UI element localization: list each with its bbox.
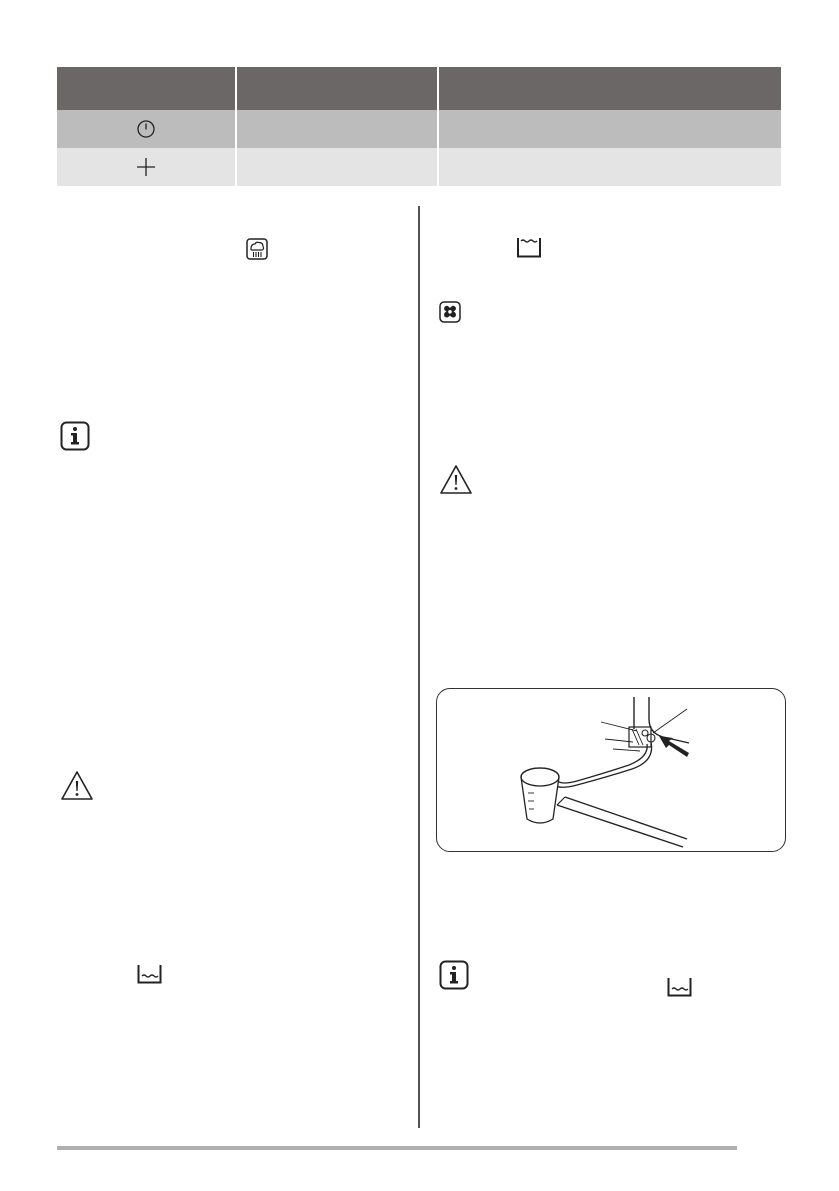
header-cell bbox=[237, 67, 439, 110]
info-icon bbox=[60, 421, 90, 451]
table-cell bbox=[237, 110, 439, 148]
header-cell bbox=[439, 67, 781, 110]
plus-icon bbox=[136, 157, 156, 177]
table-cell bbox=[439, 148, 781, 186]
water-drain-illustration bbox=[436, 688, 786, 852]
warning-icon bbox=[60, 770, 94, 801]
table-row bbox=[57, 110, 781, 148]
info-icon bbox=[439, 960, 469, 990]
water-tank-icon bbox=[137, 964, 162, 984]
footer-rule bbox=[57, 1146, 737, 1150]
steam-cooking-icon bbox=[246, 238, 268, 260]
function-table bbox=[57, 67, 781, 186]
column-divider bbox=[418, 206, 420, 1128]
water-tank-top-icon bbox=[516, 237, 542, 258]
clock-icon bbox=[136, 119, 156, 139]
table-header bbox=[57, 67, 781, 110]
drain-hose-drawing bbox=[437, 689, 784, 850]
table-row bbox=[57, 148, 781, 186]
warning-icon bbox=[439, 464, 473, 495]
water-tank-icon bbox=[667, 977, 692, 997]
descaling-icon bbox=[439, 301, 461, 323]
table-cell bbox=[237, 148, 439, 186]
table-cell bbox=[439, 110, 781, 148]
header-cell bbox=[57, 67, 237, 110]
